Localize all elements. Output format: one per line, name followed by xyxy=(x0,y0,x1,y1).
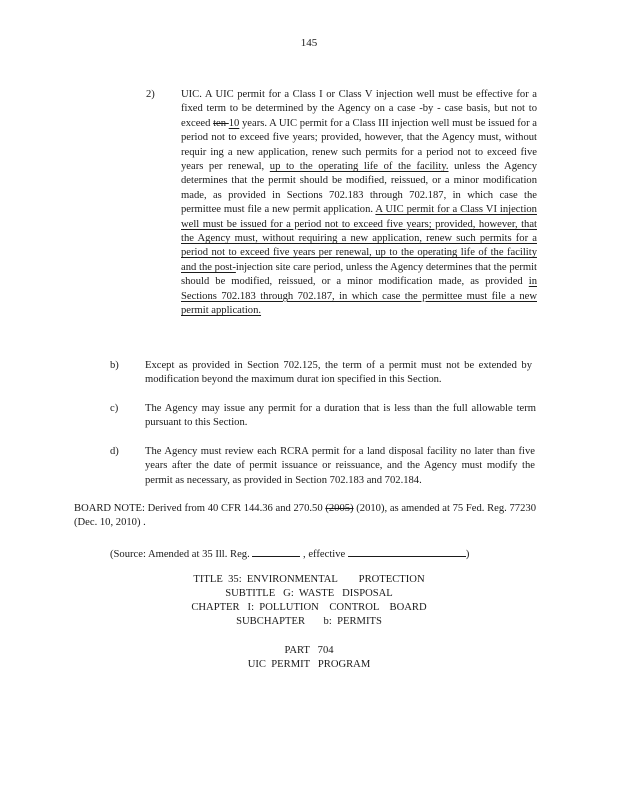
source-text-3: ) xyxy=(465,549,470,560)
source-line xyxy=(110,545,469,562)
effective-date-blank xyxy=(348,545,466,557)
heading-part-title: UIC PERMIT PROGRAM xyxy=(247,659,371,670)
deleted-ten: ten xyxy=(213,117,229,129)
deleted-2005: (2005) xyxy=(325,503,354,514)
item-2-text-part-1: UIC. A UIC permit for a Class I or Class V injection well must be effective for a fixed term to be determined by the Agency on a case -by - case basis, but not to exceed xyxy=(181,89,537,129)
item-c-label: c) xyxy=(110,403,119,414)
heading-subtitle: SUBTITLE G: WASTE DISPOSAL xyxy=(225,588,393,599)
inserted-class-vi-text: A UIC permit for a Class VI injection well must be issued for a period not to exceed five years; provided, however, that the Agency must, without requiring a new application, renew such permits for a period not to exceed five years per renewal, up to the operating life of the facility and the post- xyxy=(181,204,537,273)
board-note-text-1: BOARD NOTE: Derived from 40 CFR 144.36 and 270.50 xyxy=(74,503,326,514)
heading-part: PART 704 xyxy=(284,645,334,656)
source-text-1: (Source: Amended at 35 Ill. Reg. xyxy=(110,549,253,560)
inserted-sections-text: in Sections 702.183 through 702.187, in which case the permittee must file a new permit application. xyxy=(181,276,537,317)
page-number: 145 xyxy=(300,37,318,49)
board-note xyxy=(74,502,536,531)
source-text-2: , effective xyxy=(300,549,348,560)
item-2-label: 2) xyxy=(146,89,155,100)
register-blank xyxy=(252,545,300,557)
item-2-text-part-4: injection site care period, unless the Agency determines that the permit should be modified, reissued, or a minor modification made, as provided xyxy=(181,261,537,288)
heading-title: TITLE 35: ENVIRONMENTAL PROTECTION xyxy=(193,574,425,585)
item-d-label: d) xyxy=(110,446,119,457)
inserted-10: 10 xyxy=(228,117,240,129)
heading-subchapter: SUBCHAPTER b: PERMITS xyxy=(236,616,382,627)
item-c-paragraph: The Agency may issue any permit for a duration that is less than the full allowable term pursuant to this Section. xyxy=(145,403,536,429)
board-note-text-2: (2010), as amended at 75 Fed. Reg. 77230 (Dec. 10, 2010) . xyxy=(74,503,536,529)
item-b-paragraph: Except as provided in Section 702.125, the term of a permit must not be extended by modification beyond the maximum durat ion specified in this Section. xyxy=(145,360,532,386)
item-d-paragraph: The Agency must review each RCRA permit for a land disposal facility no later than five years after the date of permit issuance or reissuance, and the Agency must modify the permit as necessary, as provided in Section 702.183 and 702.184. xyxy=(145,446,535,486)
heading-chapter: CHAPTER I: POLLUTION CONTROL BOARD xyxy=(191,602,427,613)
item-2-text-part-2: years. A UIC permit for a Class III injection well must be issued for a period not to exceed five years; provided, however, that the Agency must, without requir ing a new application, renew such permits for a period not to exceed five years per renewal, xyxy=(181,117,537,173)
inserted-operating-life: up to the operating life of the facility. xyxy=(269,161,449,173)
item-2-paragraph xyxy=(181,88,537,319)
item-2-text-part-3: unless the Agency determines that the permit should be modified, reissued, or a minor modification made, as provided in Sections 702.183 through 702.187, in which case the permittee must file a new permit application. xyxy=(181,161,538,216)
item-b-label: b) xyxy=(110,360,119,371)
